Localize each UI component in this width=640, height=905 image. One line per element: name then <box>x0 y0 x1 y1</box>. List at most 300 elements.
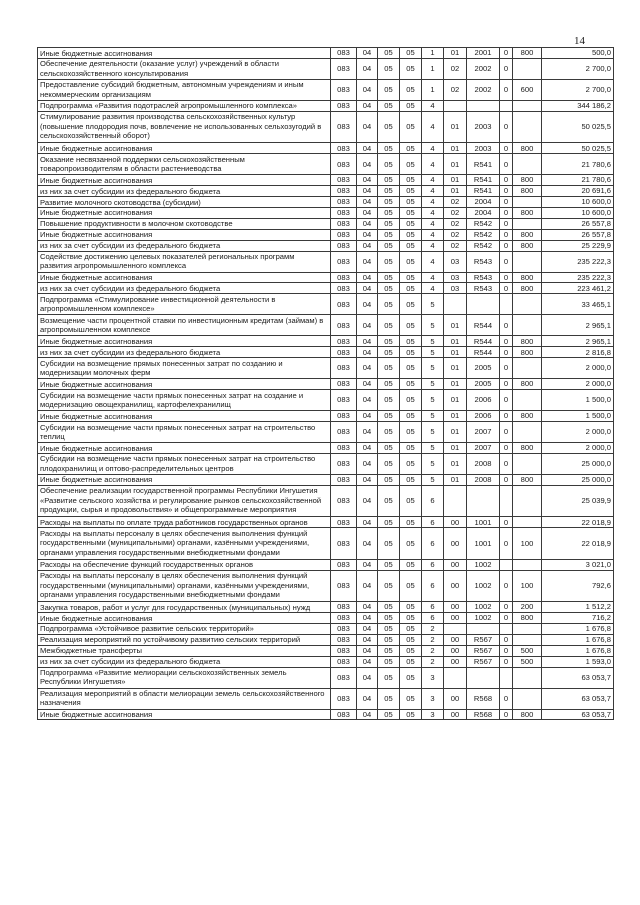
code-subprogram-cell: 2 <box>422 645 444 656</box>
code-section-cell: 04 <box>357 336 378 347</box>
code-expense-type-cell: 800 <box>513 474 542 485</box>
code-expense-type-cell: 800 <box>513 379 542 390</box>
item-name-cell: Иные бюджетные ассигнования <box>38 48 331 59</box>
code-program-cell: 05 <box>400 347 422 358</box>
code-sub-direction-cell: 0 <box>500 358 513 379</box>
amount-cell: 63 053,7 <box>542 667 614 688</box>
item-name-cell: Возмещение части процентной ставки по инвестиционным кредитам (займам) в агропромышленном комплексе <box>38 315 331 336</box>
code-activity-cell: 02 <box>444 240 467 251</box>
code-expense-type-cell: 800 <box>513 613 542 624</box>
code-program-cell: 05 <box>400 528 422 560</box>
table-row <box>38 528 614 560</box>
code-subsection-cell: 05 <box>378 143 400 154</box>
code-sub-direction-cell: 0 <box>500 613 513 624</box>
table-row <box>38 197 614 208</box>
code-subsection-cell: 05 <box>378 79 400 100</box>
item-name-cell: Иные бюджетные ассигнования <box>38 443 331 454</box>
code-expense-type-cell <box>513 634 542 645</box>
code-activity-cell <box>444 294 467 315</box>
code-subprogram-cell: 4 <box>422 251 444 272</box>
table-row <box>38 48 614 59</box>
amount-cell: 2 816,8 <box>542 347 614 358</box>
code-section-cell: 04 <box>357 207 378 218</box>
amount-cell: 2 000,0 <box>542 358 614 379</box>
code-activity-cell: 01 <box>444 347 467 358</box>
item-name-cell: Иные бюджетные ассигнования <box>38 411 331 422</box>
amount-cell: 25 039,9 <box>542 485 614 517</box>
table-row <box>38 559 614 570</box>
code-section-cell: 04 <box>357 79 378 100</box>
code-subsection-cell: 05 <box>378 336 400 347</box>
code-direction-cell: R542 <box>467 240 500 251</box>
code-expense-type-cell: 800 <box>513 207 542 218</box>
code-activity-cell: 00 <box>444 634 467 645</box>
code-subprogram-cell: 6 <box>422 517 444 528</box>
code-admin-cell: 083 <box>331 443 357 454</box>
code-program-cell: 05 <box>400 602 422 613</box>
code-program-cell: 05 <box>400 251 422 272</box>
table-body <box>38 48 614 720</box>
code-section-cell: 04 <box>357 58 378 79</box>
code-section-cell: 04 <box>357 667 378 688</box>
code-direction-cell: R568 <box>467 688 500 709</box>
code-subprogram-cell: 6 <box>422 613 444 624</box>
code-program-cell: 05 <box>400 474 422 485</box>
code-subsection-cell: 05 <box>378 58 400 79</box>
item-name-cell: Иные бюджетные ассигнования <box>38 272 331 283</box>
code-program-cell: 05 <box>400 559 422 570</box>
code-expense-type-cell <box>513 390 542 411</box>
code-activity-cell <box>444 667 467 688</box>
amount-cell: 2 965,1 <box>542 336 614 347</box>
code-subprogram-cell: 5 <box>422 443 444 454</box>
code-program-cell: 05 <box>400 390 422 411</box>
code-sub-direction-cell: 0 <box>500 453 513 474</box>
code-direction-cell: 1002 <box>467 613 500 624</box>
code-admin-cell: 083 <box>331 111 357 143</box>
code-direction-cell: 2006 <box>467 411 500 422</box>
table-row <box>38 667 614 688</box>
code-expense-type-cell: 800 <box>513 272 542 283</box>
code-expense-type-cell <box>513 667 542 688</box>
code-sub-direction-cell: 0 <box>500 154 513 175</box>
code-subsection-cell: 05 <box>378 186 400 197</box>
code-subprogram-cell: 5 <box>422 347 444 358</box>
code-program-cell: 05 <box>400 411 422 422</box>
table-row <box>38 154 614 175</box>
code-activity-cell: 01 <box>444 443 467 454</box>
code-program-cell: 05 <box>400 111 422 143</box>
code-direction-cell: 2001 <box>467 48 500 59</box>
code-admin-cell: 083 <box>331 100 357 111</box>
code-sub-direction-cell: 0 <box>500 315 513 336</box>
amount-cell: 1 500,0 <box>542 411 614 422</box>
item-name-cell: Предоставление субсидий бюджетным, автономным учреждениям и иным некоммерческим организациям <box>38 79 331 100</box>
code-subprogram-cell: 6 <box>422 570 444 602</box>
item-name-cell: Подпрограмма «Развитие мелиорации сельскохозяйственных земель Республики Ингушетия» <box>38 667 331 688</box>
code-sub-direction-cell: 0 <box>500 688 513 709</box>
page-number: 14 <box>574 35 585 47</box>
code-activity-cell: 00 <box>444 613 467 624</box>
amount-cell: 1 676,8 <box>542 645 614 656</box>
table-row <box>38 79 614 100</box>
code-section-cell: 04 <box>357 623 378 634</box>
code-direction-cell: 1001 <box>467 528 500 560</box>
code-expense-type-cell <box>513 422 542 443</box>
code-direction-cell: R544 <box>467 336 500 347</box>
code-program-cell: 05 <box>400 283 422 294</box>
item-name-cell: Субсидии на возмещение части прямых понесенных затрат на строительство плодохранилищ и оптово-распределительных центров <box>38 453 331 474</box>
amount-cell: 21 780,6 <box>542 175 614 186</box>
code-activity-cell: 01 <box>444 358 467 379</box>
code-sub-direction-cell: 0 <box>500 240 513 251</box>
code-subprogram-cell: 4 <box>422 100 444 111</box>
code-expense-type-cell: 600 <box>513 79 542 100</box>
code-section-cell: 04 <box>357 240 378 251</box>
code-sub-direction-cell: 0 <box>500 251 513 272</box>
code-section-cell: 04 <box>357 251 378 272</box>
code-activity-cell: 00 <box>444 559 467 570</box>
code-direction-cell: 2008 <box>467 453 500 474</box>
code-admin-cell: 083 <box>331 207 357 218</box>
code-subsection-cell: 05 <box>378 443 400 454</box>
amount-cell: 1 676,8 <box>542 634 614 645</box>
code-section-cell: 04 <box>357 645 378 656</box>
code-admin-cell: 083 <box>331 58 357 79</box>
code-sub-direction-cell: 0 <box>500 347 513 358</box>
code-admin-cell: 083 <box>331 294 357 315</box>
code-subprogram-cell: 4 <box>422 229 444 240</box>
code-section-cell: 04 <box>357 315 378 336</box>
code-expense-type-cell <box>513 294 542 315</box>
code-subsection-cell: 05 <box>378 422 400 443</box>
code-admin-cell: 083 <box>331 528 357 560</box>
code-admin-cell: 083 <box>331 453 357 474</box>
amount-cell: 2 700,0 <box>542 58 614 79</box>
code-sub-direction-cell: 0 <box>500 411 513 422</box>
code-section-cell: 04 <box>357 517 378 528</box>
code-section-cell: 04 <box>357 154 378 175</box>
code-activity-cell: 01 <box>444 154 467 175</box>
code-subprogram-cell: 4 <box>422 197 444 208</box>
code-subsection-cell: 05 <box>378 559 400 570</box>
code-direction-cell: R541 <box>467 186 500 197</box>
code-admin-cell: 083 <box>331 559 357 570</box>
amount-cell: 2 000,0 <box>542 379 614 390</box>
code-subprogram-cell: 5 <box>422 411 444 422</box>
amount-cell: 25 229,9 <box>542 240 614 251</box>
code-program-cell: 05 <box>400 667 422 688</box>
amount-cell: 22 018,9 <box>542 528 614 560</box>
code-program-cell: 05 <box>400 143 422 154</box>
code-admin-cell: 083 <box>331 570 357 602</box>
code-section-cell: 04 <box>357 143 378 154</box>
item-name-cell: Субсидии на возмещение части прямых понесенных затрат на строительство теплиц <box>38 422 331 443</box>
code-activity-cell: 01 <box>444 379 467 390</box>
code-activity-cell: 03 <box>444 272 467 283</box>
code-subsection-cell: 05 <box>378 474 400 485</box>
code-subprogram-cell: 4 <box>422 218 444 229</box>
code-expense-type-cell <box>513 485 542 517</box>
item-name-cell: Иные бюджетные ассигнования <box>38 379 331 390</box>
code-subprogram-cell: 5 <box>422 315 444 336</box>
code-subprogram-cell: 3 <box>422 709 444 720</box>
code-sub-direction-cell: 0 <box>500 390 513 411</box>
code-program-cell: 05 <box>400 175 422 186</box>
code-program-cell: 05 <box>400 207 422 218</box>
table-row <box>38 229 614 240</box>
code-section-cell: 04 <box>357 559 378 570</box>
code-expense-type-cell: 800 <box>513 411 542 422</box>
code-direction-cell: R543 <box>467 283 500 294</box>
code-direction-cell: 2006 <box>467 390 500 411</box>
code-subsection-cell: 05 <box>378 517 400 528</box>
code-expense-type-cell <box>513 358 542 379</box>
code-subprogram-cell: 4 <box>422 111 444 143</box>
table-row <box>38 443 614 454</box>
code-program-cell: 05 <box>400 315 422 336</box>
table-row <box>38 240 614 251</box>
amount-cell: 235 222,3 <box>542 272 614 283</box>
code-subprogram-cell: 4 <box>422 283 444 294</box>
code-direction-cell: 2005 <box>467 379 500 390</box>
code-subsection-cell: 05 <box>378 294 400 315</box>
code-sub-direction-cell: 0 <box>500 111 513 143</box>
code-program-cell: 05 <box>400 517 422 528</box>
amount-cell: 26 557,8 <box>542 218 614 229</box>
code-subprogram-cell: 1 <box>422 58 444 79</box>
code-activity-cell: 00 <box>444 645 467 656</box>
code-activity-cell: 01 <box>444 453 467 474</box>
item-name-cell: Иные бюджетные ассигнования <box>38 207 331 218</box>
amount-cell: 716,2 <box>542 613 614 624</box>
code-subprogram-cell: 4 <box>422 272 444 283</box>
item-name-cell: из них за счет субсидии из федерального бюджета <box>38 656 331 667</box>
code-expense-type-cell <box>513 315 542 336</box>
table-row <box>38 656 614 667</box>
code-admin-cell: 083 <box>331 645 357 656</box>
amount-cell: 10 600,0 <box>542 207 614 218</box>
code-program-cell: 05 <box>400 645 422 656</box>
code-activity-cell: 00 <box>444 602 467 613</box>
code-sub-direction-cell: 0 <box>500 336 513 347</box>
code-section-cell: 04 <box>357 197 378 208</box>
code-sub-direction-cell: 0 <box>500 474 513 485</box>
code-section-cell: 04 <box>357 358 378 379</box>
code-section-cell: 04 <box>357 175 378 186</box>
code-subsection-cell: 05 <box>378 358 400 379</box>
table-row <box>38 336 614 347</box>
code-admin-cell: 083 <box>331 623 357 634</box>
code-subsection-cell: 05 <box>378 197 400 208</box>
code-activity-cell: 01 <box>444 111 467 143</box>
code-direction-cell: R543 <box>467 272 500 283</box>
code-sub-direction-cell: 0 <box>500 143 513 154</box>
code-sub-direction-cell: 0 <box>500 283 513 294</box>
code-subsection-cell: 05 <box>378 111 400 143</box>
code-direction-cell: R544 <box>467 347 500 358</box>
table-row <box>38 358 614 379</box>
table-row <box>38 613 614 624</box>
code-direction-cell: R542 <box>467 229 500 240</box>
code-direction-cell: R567 <box>467 656 500 667</box>
code-program-cell: 05 <box>400 656 422 667</box>
table-row <box>38 474 614 485</box>
table-row <box>38 347 614 358</box>
code-direction-cell <box>467 485 500 517</box>
code-direction-cell: R544 <box>467 315 500 336</box>
code-activity-cell <box>444 485 467 517</box>
code-expense-type-cell <box>513 453 542 474</box>
code-sub-direction-cell: 0 <box>500 645 513 656</box>
code-subsection-cell: 05 <box>378 218 400 229</box>
code-expense-type-cell: 800 <box>513 283 542 294</box>
item-name-cell: из них за счет субсидии из федерального бюджета <box>38 283 331 294</box>
code-subprogram-cell: 4 <box>422 175 444 186</box>
table-row <box>38 283 614 294</box>
code-subsection-cell: 05 <box>378 48 400 59</box>
code-sub-direction-cell <box>500 623 513 634</box>
code-expense-type-cell <box>513 218 542 229</box>
code-subprogram-cell: 4 <box>422 186 444 197</box>
code-section-cell: 04 <box>357 634 378 645</box>
code-program-cell: 05 <box>400 240 422 251</box>
code-sub-direction-cell: 0 <box>500 229 513 240</box>
code-subprogram-cell: 5 <box>422 358 444 379</box>
code-subprogram-cell: 5 <box>422 336 444 347</box>
code-subsection-cell: 05 <box>378 613 400 624</box>
code-sub-direction-cell: 0 <box>500 79 513 100</box>
code-section-cell: 04 <box>357 474 378 485</box>
code-expense-type-cell: 800 <box>513 347 542 358</box>
code-program-cell: 05 <box>400 688 422 709</box>
table-row <box>38 175 614 186</box>
code-section-cell: 04 <box>357 709 378 720</box>
code-expense-type-cell <box>513 111 542 143</box>
item-name-cell: Иные бюджетные ассигнования <box>38 613 331 624</box>
table-row <box>38 453 614 474</box>
code-section-cell: 04 <box>357 272 378 283</box>
code-expense-type-cell <box>513 623 542 634</box>
code-direction-cell: 2002 <box>467 79 500 100</box>
code-admin-cell: 083 <box>331 485 357 517</box>
item-name-cell: Расходы на выплаты персоналу в целях обеспечения выполнения функций государственными (муниципальными) органами, казёнными учреждениями, органами управления государственными внебюджетными фондами <box>38 570 331 602</box>
code-section-cell: 04 <box>357 390 378 411</box>
code-subprogram-cell: 2 <box>422 623 444 634</box>
item-name-cell: Подпрограмма «Развития подотраслей агропромышленного комплекса» <box>38 100 331 111</box>
code-sub-direction-cell: 0 <box>500 175 513 186</box>
amount-cell: 792,6 <box>542 570 614 602</box>
code-direction-cell: 2007 <box>467 422 500 443</box>
code-direction-cell: 2005 <box>467 358 500 379</box>
amount-cell: 2 700,0 <box>542 79 614 100</box>
code-subprogram-cell: 6 <box>422 602 444 613</box>
code-program-cell: 05 <box>400 154 422 175</box>
code-sub-direction-cell: 0 <box>500 517 513 528</box>
amount-cell: 1 676,8 <box>542 623 614 634</box>
item-name-cell: Расходы на выплаты персоналу в целях обеспечения выполнения функций государственными (муниципальными) органами, казёнными учреждениями, органами управления государственными внебюджетными фондами <box>38 528 331 560</box>
code-subsection-cell: 05 <box>378 390 400 411</box>
table-row <box>38 218 614 229</box>
code-subprogram-cell: 5 <box>422 453 444 474</box>
code-admin-cell: 083 <box>331 315 357 336</box>
code-activity-cell: 00 <box>444 517 467 528</box>
code-sub-direction-cell <box>500 485 513 517</box>
item-name-cell: Закупка товаров, работ и услуг для государственных (муниципальных) нужд <box>38 602 331 613</box>
code-admin-cell: 083 <box>331 474 357 485</box>
item-name-cell: из них за счет субсидии из федерального бюджета <box>38 186 331 197</box>
amount-cell: 3 021,0 <box>542 559 614 570</box>
amount-cell: 2 000,0 <box>542 422 614 443</box>
code-subprogram-cell: 1 <box>422 48 444 59</box>
amount-cell: 21 780,6 <box>542 154 614 175</box>
code-subsection-cell: 05 <box>378 453 400 474</box>
code-admin-cell: 083 <box>331 154 357 175</box>
item-name-cell: Иные бюджетные ассигнования <box>38 229 331 240</box>
item-name-cell: Подпрограмма «Стимулирование инвестиционной деятельности в агропромышленном комплексе» <box>38 294 331 315</box>
table-row <box>38 709 614 720</box>
code-expense-type-cell: 800 <box>513 336 542 347</box>
item-name-cell: Реализация мероприятий в области мелиорации земель сельскохозяйственного назначения <box>38 688 331 709</box>
amount-cell: 223 461,2 <box>542 283 614 294</box>
code-section-cell: 04 <box>357 186 378 197</box>
code-activity-cell: 02 <box>444 58 467 79</box>
code-direction-cell: R567 <box>467 645 500 656</box>
code-expense-type-cell: 800 <box>513 709 542 720</box>
code-subsection-cell: 05 <box>378 154 400 175</box>
code-sub-direction-cell: 0 <box>500 218 513 229</box>
code-program-cell: 05 <box>400 336 422 347</box>
code-subsection-cell: 05 <box>378 283 400 294</box>
table-row <box>38 100 614 111</box>
code-activity-cell: 03 <box>444 283 467 294</box>
code-program-cell: 05 <box>400 272 422 283</box>
code-expense-type-cell: 800 <box>513 443 542 454</box>
code-activity-cell: 00 <box>444 688 467 709</box>
amount-cell: 50 025,5 <box>542 111 614 143</box>
table-row <box>38 58 614 79</box>
code-subsection-cell: 05 <box>378 645 400 656</box>
amount-cell: 22 018,9 <box>542 517 614 528</box>
code-section-cell: 04 <box>357 111 378 143</box>
code-admin-cell: 083 <box>331 358 357 379</box>
code-admin-cell: 083 <box>331 283 357 294</box>
code-program-cell: 05 <box>400 422 422 443</box>
code-admin-cell: 083 <box>331 390 357 411</box>
code-program-cell: 05 <box>400 48 422 59</box>
code-activity-cell <box>444 100 467 111</box>
code-subsection-cell: 05 <box>378 411 400 422</box>
code-section-cell: 04 <box>357 656 378 667</box>
amount-cell: 344 186,2 <box>542 100 614 111</box>
table-row <box>38 379 614 390</box>
code-section-cell: 04 <box>357 48 378 59</box>
code-expense-type-cell: 100 <box>513 528 542 560</box>
code-activity-cell: 01 <box>444 474 467 485</box>
code-program-cell: 05 <box>400 570 422 602</box>
table-row <box>38 411 614 422</box>
code-expense-type-cell: 800 <box>513 186 542 197</box>
code-subsection-cell: 05 <box>378 272 400 283</box>
code-section-cell: 04 <box>357 100 378 111</box>
code-subsection-cell: 05 <box>378 175 400 186</box>
code-admin-cell: 083 <box>331 240 357 251</box>
code-activity-cell: 01 <box>444 48 467 59</box>
amount-cell: 2 965,1 <box>542 315 614 336</box>
table-row <box>38 111 614 143</box>
code-direction-cell: 1001 <box>467 517 500 528</box>
code-activity-cell: 01 <box>444 143 467 154</box>
